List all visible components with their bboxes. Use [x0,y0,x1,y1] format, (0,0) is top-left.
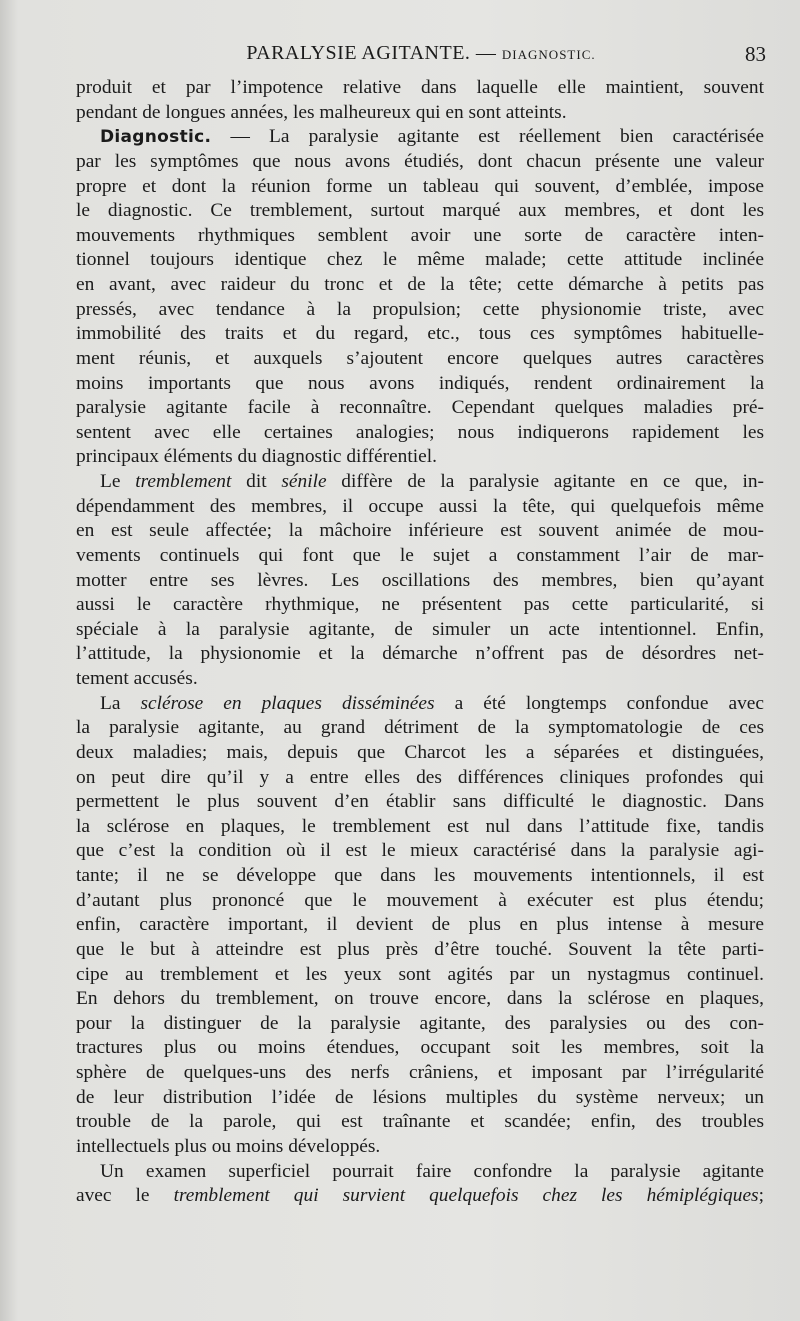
text-line: pour la distinguer de la paralysie agitante, des paralysies ou des con- [76,1012,764,1034]
text-line: motter entre ses lèvres. Les oscillations des membres, bien qu’ayant [76,569,764,591]
text-line: pressés, avec tendance à la propulsion; cette physionomie triste, avec [76,298,764,320]
italic-term: sclérose en plaques disséminées [140,692,435,714]
paragraph-senile-tremor [76,470,764,692]
text-line: immobilité des traits et du regard, etc., tous ces symptômes habituelle- [76,323,764,345]
italic-term: tremblement [135,471,232,492]
text-line: vements continuels qui font que le sujet a constamment l’air de mar- [76,544,764,566]
paragraph-diagnostic [76,125,764,470]
text-line [76,470,764,495]
text-line: que c’est la condition où il est le mieux caractérisé dans la paralysie agi- [76,840,764,862]
text-fragment: a été longtemps confondue avec [434,692,764,714]
text-line: tractures plus ou moins étendues, occupant soit les membres, soit la [76,1037,764,1059]
text-line: deux maladies; mais, depuis que Charcot les a séparées et distinguées, [76,741,764,763]
text-line: aussi le caractère rhythmique, ne présentent pas cette particularité, si [76,594,764,616]
text-fragment: La [100,692,141,714]
text-line: propre et dont la réunion forme un tableau qui souvent, d’emblée, impose [76,175,764,197]
text-line: enfin, caractère important, il devient de plus en plus intense à mesure [76,914,764,936]
text-line: paralysie agitante facile à reconnaître. Cependant quelques maladies pré- [76,397,764,419]
text-line: cipe au tremblement et les yeux sont agités par un nystagmus continuel. [76,963,764,985]
text-line: principaux éléments du diagnostic différentiel. [76,446,437,468]
text-line: de leur distribution l’idée de lésions multiples du système nerveux; un [76,1086,764,1108]
text-line: en est seule affectée; la mâchoire inférieure est souvent animée de mou- [76,520,764,542]
text-line: tement accusés. [76,668,198,689]
text-line: Un examen superficiel pourrait faire confondre la paralysie agitante [100,1160,764,1182]
text-line: ment réunis, et auxquels s’ajoutent encore quelques autres caractères [76,347,764,369]
text-fragment: dit [231,471,282,492]
paragraph-multiple-sclerosis [76,692,764,1160]
text-fragment: ; [758,1185,764,1207]
text-line: trouble de la parole, qui est traînante et scandée; enfin, des troubles [76,1111,764,1133]
text-line: la sclérose en plaques, le tremblement est nul dans l’attitude fixe, tandis [76,815,764,837]
text-fragment: diffère de la paralysie agitante en ce que, in- [326,471,764,492]
text-fragment: Le [100,471,136,492]
text-line: tante; il ne se développe que dans les mouvements intentionnels, il est [76,865,764,886]
text-line: tionnel toujours identique chez le même malade; cette attitude inclinée [76,249,764,271]
text-fragment: avec le [76,1185,174,1207]
text-line: l’attitude, la physionomie et la démarche n’offrent pas de désordres net- [76,643,764,665]
paragraph-hemiplegic [76,1160,764,1209]
text-line: spéciale à la paralysie agitante, de simuler un acte intentionnel. Enfin, [76,618,764,640]
running-title-text: PARALYSIE AGITANTE. — [246,42,502,64]
text-line [76,125,764,150]
text-line [76,692,764,717]
text-line: d’autant plus prononcé que le mouvement à exécuter est plus étendu; [76,889,764,911]
text-line: pendant de longues années, les malheureux qui en sont atteints. [76,101,567,123]
text-line-rest: — La paralysie agitante est réellement bien caractérisée [211,126,764,148]
paragraph-1 [76,76,764,125]
text-line: la paralysie agitante, au grand détriment de la symptomatologie de ces [76,717,764,739]
text-line: produit et par l’impotence relative dans laquelle elle maintient, souvent [76,77,764,98]
text-line: sentent avec elle certaines analogies; nous indiquerons rapidement les [76,421,764,443]
text-line: dépendamment des membres, il occupe aussi la tête, qui quelquefois même [76,495,764,517]
text-line: mouvements rhythmiques semblent avoir une sorte de caractère inten- [76,224,764,246]
section-name: DIAGNOSTIC. [501,47,596,62]
text-line: intellectuels plus ou moins développés. [76,1135,381,1157]
text-line: que le but à atteindre est plus près d’être touché. Souvent la tête parti- [76,938,764,960]
text-line: en avant, avec raideur du tronc et de la tête; cette démarche à petits pas [76,274,764,295]
text-line: sphère de quelques-uns des nerfs crâniens, et imposant par l’irrégularité [76,1062,764,1083]
text-line [76,1184,764,1209]
text-line: moins importants que nous avons indiqués, rendent ordinairement la [76,372,764,394]
text-line: on peut dire qu’il y a entre elles des différences cliniques profondes qui [76,766,764,788]
text-line: le diagnostic. Ce tremblement, surtout marqué aux membres, et dont les [76,200,764,222]
page-header [76,40,766,74]
text-line: En dehors du tremblement, on trouve encore, dans la sclérose en plaques, [76,988,764,1010]
text-line: par les symptômes que nous avons étudiés, dont chacun présente une valeur [76,150,764,172]
running-title [76,42,766,65]
italic-term: tremblement qui survient quelquefois chez les hémiplégiques [173,1185,759,1207]
text-line: permettent le plus souvent d’en établir sans difficulté le diagnostic. Dans [76,791,764,813]
section-heading: Diagnostic. [100,127,212,148]
body-text [76,76,764,1209]
italic-term: sénile [281,471,327,492]
page-number: 83 [745,42,766,66]
